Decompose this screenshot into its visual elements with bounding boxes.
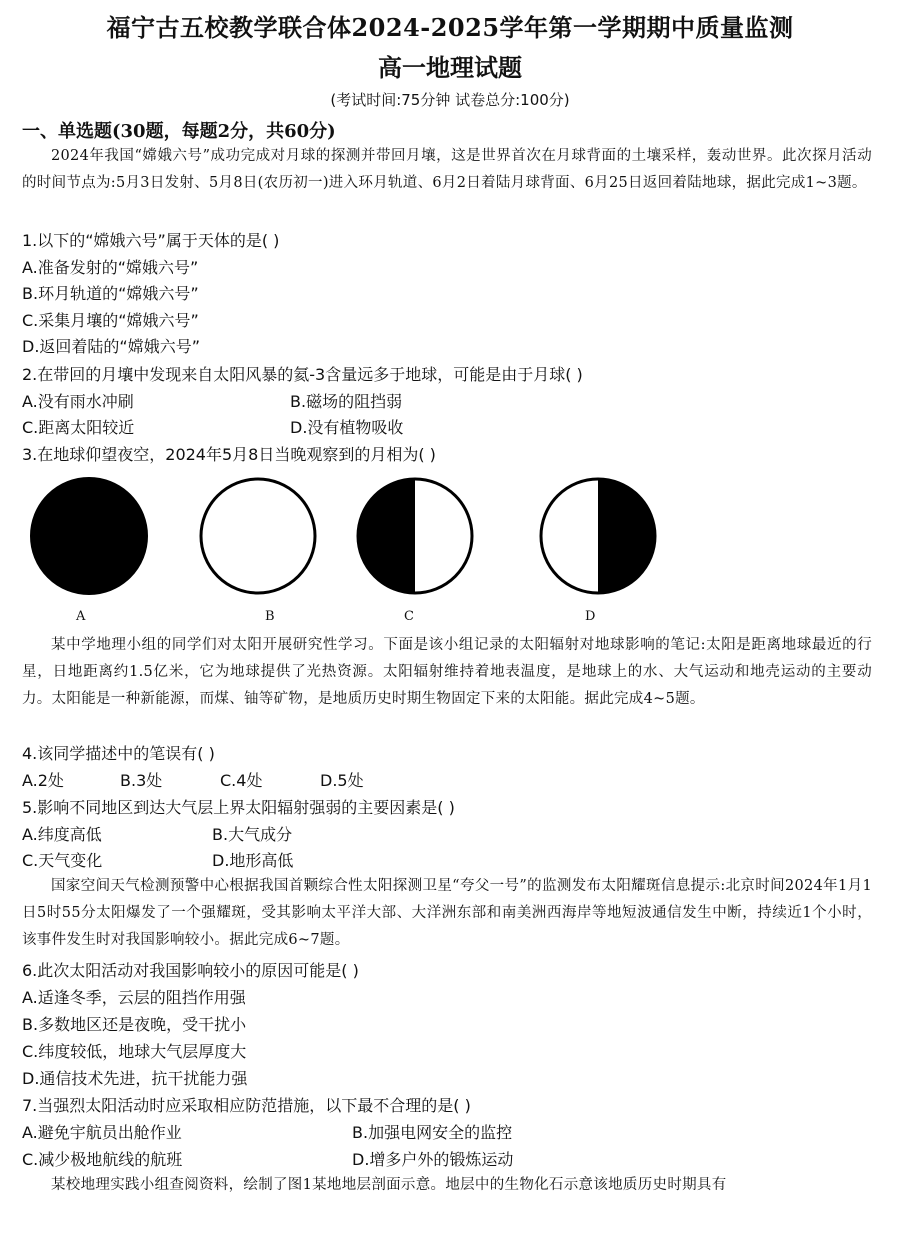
question-7-option-a: A.避免宇航员出舱作业 xyxy=(22,1123,182,1142)
question-7-option-d: D.增多户外的锻炼运动 xyxy=(352,1150,514,1169)
question-5-option-b: B.大气成分 xyxy=(212,825,293,844)
exam-meta: (考试时间:75分钟 试卷总分:100分) xyxy=(330,91,570,109)
question-4-stem: 4.该同学描述中的笔误有( ) xyxy=(22,744,215,763)
question-5-option-d: D.地形高低 xyxy=(212,851,294,870)
question-2-option-a: A.没有雨水冲刷 xyxy=(22,392,134,411)
question-4-option-a: A.2处 xyxy=(22,771,64,790)
question-6-option-a: A.适逢冬季，云层的阻挡作用强 xyxy=(22,988,246,1007)
question-2-stem: 2.在带回的月壤中发现来自太阳风暴的氦-3含量远多于地球，可能是由于月球( ) xyxy=(22,365,583,384)
question-2-option-d: D.没有植物吸收 xyxy=(290,418,404,437)
passage-sun-radiation: 某中学地理小组的同学们对太阳开展研究性学习。下面是该小组记录的太阳辐射对地球影响的笔记:太阳是距离地球最近的行星，日地距离约1.5亿米，它为地球提供了光热资源。太阳辐射维持着地表温度，是地球上的水、大气运动和地壳运动的主要动力。太阳能是一种新能源，而煤、铀等矿物，是地质历史时期生物固定下来的太阳能。据此完成4~5题。 xyxy=(22,637,872,707)
question-2-option-c: C.距离太阳较近 xyxy=(22,418,135,437)
moon-phase-b-full-moon xyxy=(198,476,318,596)
question-6-stem: 6.此次太阳活动对我国影响较小的原因可能是( ) xyxy=(22,961,359,980)
question-1-option-c: C.采集月壤的“嫦娥六号” xyxy=(22,311,199,330)
question-6-option-d: D.通信技术先进，抗干扰能力强 xyxy=(22,1069,248,1088)
question-7-option-c: C.减少极地航线的航班 xyxy=(22,1150,183,1169)
question-3-stem: 3.在地球仰望夜空，2024年5月8日当晚观察到的月相为( ) xyxy=(22,445,436,464)
exam-title: 福宁古五校教学联合体2024-2025学年第一学期期中质量监测 xyxy=(106,13,794,42)
question-4-option-c: C.4处 xyxy=(220,771,263,790)
passage-chang-e: 2024年我国“嫦娥六号”成功完成对月球的探测并带回月壤，这是世界首次在月球背面的土壤采样，轰动世界。此次探月活动的时间节点为:5月3日发射、5月8日(农历初一)进入环月轨道、6月2日着陆月球背面、6月25日返回着陆地球，据此完成1~3题。 xyxy=(22,148,872,191)
question-4-option-b: B.3处 xyxy=(120,771,163,790)
moon-label-c: C xyxy=(404,609,414,624)
question-1-option-d: D.返回着陆的“嫦娥六号” xyxy=(22,337,200,356)
passage-stratum-profile: 某校地理实践小组查阅资料，绘制了图1某地地层剖面示意。地层中的生物化石示意该地质历史时期具有 xyxy=(51,1177,727,1193)
question-6-option-b: B.多数地区还是夜晚，受干扰小 xyxy=(22,1015,247,1034)
question-7-stem: 7.当强烈太阳活动时应采取相应防范措施，以下最不合理的是( ) xyxy=(22,1096,471,1115)
question-6-option-c: C.纬度较低，地球大气层厚度大 xyxy=(22,1042,247,1061)
moon-phase-c-half-moon xyxy=(355,476,475,596)
section-title: 一、单选题(30题，每题2分，共60分) xyxy=(22,121,336,142)
moon-phase-d-half-moon xyxy=(538,476,658,596)
question-5-option-c: C.天气变化 xyxy=(22,851,103,870)
question-7-option-b: B.加强电网安全的监控 xyxy=(352,1123,513,1142)
question-5-stem: 5.影响不同地区到达大气层上界太阳辐射强弱的主要因素是( ) xyxy=(22,798,455,817)
moon-label-b: B xyxy=(265,609,275,624)
moon-label-d: D xyxy=(585,609,596,624)
question-1-option-a: A.准备发射的“嫦娥六号” xyxy=(22,258,199,277)
question-2-option-b: B.磁场的阻挡弱 xyxy=(290,392,403,411)
question-1-stem: 1.以下的“嫦娥六号”属于天体的是( ) xyxy=(22,231,280,250)
passage-solar-flare: 国家空间天气检测预警中心根据我国首颗综合性太阳探测卫星“夸父一号”的监测发布太阳耀斑信息提示:北京时间2024年1月1日5时55分太阳爆发了一个强耀斑，受其影响太平洋大部、大洋洲东部和南美洲西海岸等地短波通信发生中断，持续近1个小时，该事件发生时对我国影响较小。据此完成6~7题。 xyxy=(22,878,872,948)
question-4-option-d: D.5处 xyxy=(320,771,364,790)
moon-label-a: A xyxy=(76,609,86,624)
question-1-option-b: B.环月轨道的“嫦娥六号” xyxy=(22,284,199,303)
question-5-option-a: A.纬度高低 xyxy=(22,825,102,844)
exam-subtitle: 高一地理试题 xyxy=(378,53,522,82)
moon-phase-a-new-moon xyxy=(29,476,149,596)
